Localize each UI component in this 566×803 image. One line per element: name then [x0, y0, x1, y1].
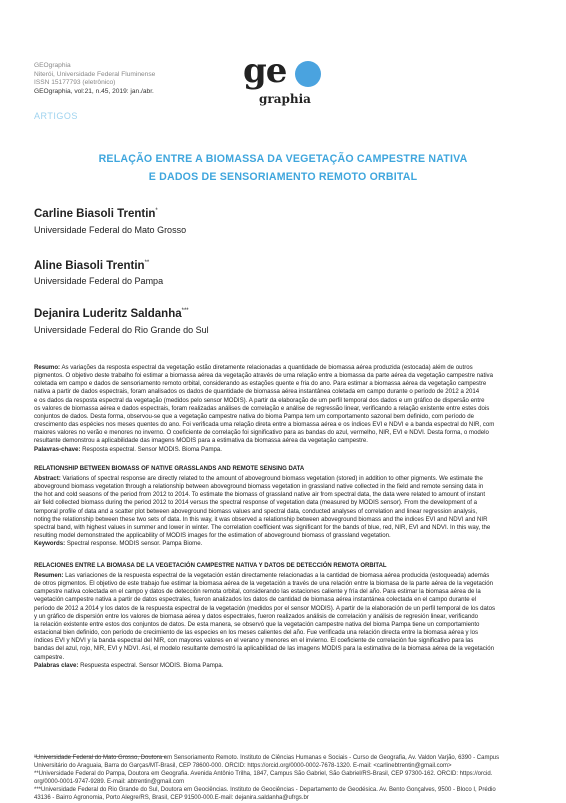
- abstract-line: aboveground biomass vegetation through a relationship between aboveground biomass vegetation in grassland native collected in the field and remote sensing data in: [34, 483, 484, 491]
- logo-dot: [295, 61, 321, 87]
- resumen-line: estacional bien definido, con período de crecimiento de las especies en los meses calientes del año. Fue verificada una relación directa entre la biomasa aérea y los: [34, 629, 479, 637]
- english-title: RELATIONSHIP BETWEEN BIOMASS OF NATIVE GRASSLANDS AND REMOTE SENSING DATA: [34, 466, 305, 472]
- footnote-line: 43136 - Bairro Agronomia, Porto Alegre/RS, Brasil, CEP 91500-000.E-mail: dejanira.saldanha@ufrgs.br: [34, 795, 309, 802]
- author-3: Dejanira Luderitz Saldanha***: [34, 308, 189, 320]
- resumo-line: e os dados da resposta espectral da vegetação (medidos pelo sensor MODIS). A partir da elaboração de um perfil temporal dos dados e um gráfico de dispersão entre: [34, 396, 485, 404]
- resumen-line: bandas del azul, rojo, NIR, EVI y NDVI. Así, el modelo resultante demostró la aplicabilidad de las imagens MODIS para la estimativa de la biomasa aérea de la vegetación: [34, 645, 494, 653]
- resumen-line: vegetación campestre nativa a partir de datos espectrales, fueron analizados los datos de cantidad de biomasa aérea instantánea colectada en el campo durante el: [34, 596, 477, 604]
- resumen-heading: Resumen:: [34, 572, 64, 579]
- author-2-affiliation: Universidade Federal do Pampa: [34, 276, 164, 286]
- resumen-line: campestre.: [34, 653, 65, 661]
- footnote-line: ***Universidade Federal do Rio Grande do Sul, Doutora em Geociências. Instituto de Geociências - Departamento de Geodésica. Av. Bento Gonçalves, 9500 - Bloco I, Prédio: [34, 787, 496, 794]
- footnote-line: **Universidade Federal do Pampa, Doutora em Geografia. Avenida Antônio Trilha, 1847, Campus São Gabriel, São Gabriel/RS-Brasil, CEP 97300-162. ORCID: https://orcid.: [34, 771, 493, 778]
- abstract-line: temporal profile of data and a scatter plot between aboveground biomass values and spectral data, conducted analyses of correlation and linear regression analysis,: [34, 507, 478, 515]
- resumo-line: maiores valores no verão e menores no inverno. O coeficiente de correlação foi significativo para as bandas do azul, vermelho, NIR, EVI e NDVI. Desta forma, o modelo: [34, 429, 489, 437]
- resumo-line: pigmentos. O objetivo deste trabalho foi estimar a biomassa aérea da vegetação através de uma relação entre a biomassa da parte aérea da vegetação campestre nativa: [34, 372, 493, 380]
- footnote-line: org/0000-0001-9747-9289. E-mail: abtrentin@gmail.com: [34, 779, 185, 786]
- footnote-line: Universitário do Araguaia, Barra do Garças/MT-Brasil, CEP 78600-000. ORCID: https://orcid.org/0000-0002-7678-1320. E-mail: <carlinebtrentin@gmail.com>: [34, 763, 452, 770]
- author-3-affiliation: Universidade Federal do Rio Grande do Sul: [34, 325, 209, 335]
- journal-publisher: Niterói, Universidade Federal Fluminense: [34, 70, 156, 78]
- geographia-logo: [243, 51, 333, 116]
- resumen-line: la relación existente entre estos dos conjuntos de datos. De esta manera, se observó que la vegetación campestre nativa del bioma Pampa tiene un comportamiento: [34, 620, 480, 628]
- journal-info: [34, 62, 155, 96]
- spanish-title: RELACIONES ENTRE LA BIOMASA DE LA VEGETACIÓN CAMPESTRE NATIVA Y DATOS DE DETECCIÓN REMOTA ORBITAL: [34, 563, 387, 569]
- logo-word: ge: [243, 51, 287, 91]
- resumo-block: [34, 364, 534, 454]
- resumo-line: coletada em campo e dados de sensoriamento remoto orbital, considerando as estações quente e fria do ano. Para estimar a biomassa aérea da vegetação campestre: [34, 380, 487, 388]
- resumen-block: [34, 572, 534, 670]
- resumo-line: os valores de biomassa aérea e dados espectrais, foram realizadas análises de correlação e análise de regressão linear, verificando a relação existente entre estes dois: [34, 404, 490, 412]
- journal-volume: GEOgraphia, vol:21, n.45, 2019: jan./abr.: [34, 87, 154, 95]
- resumen-line: período de 2012 a 2014 y los datos de la respuesta espectral de la vegetación (medidos por el sensor MODIS). A partir de la elaboración de un perfil temporal de los datos: [34, 604, 496, 612]
- resumo-line: resultante demonstrou a aplicabilidade das imagens MODIS para a estimativa da biomassa aérea da vegetação campestre.: [34, 437, 368, 445]
- resumen-line: Resumen: Las variaciones de la respuesta espectral de la vegetación están directamente relacionadas a la cantidad de biomasa aérea producida (estoqueada) además: [34, 572, 490, 579]
- abstract-heading: Abstract:: [34, 475, 61, 482]
- resumen-line: índices EVI y NDVI y la banda espectral del NIR, con mayores valores en el verano y menores en el invierno. El coeficiente de correlación fue significativo para las: [34, 637, 474, 645]
- author-1-affiliation: Universidade Federal do Mato Grosso: [34, 225, 187, 235]
- resumo-line: Resumo: As variações da resposta espectral da vegetação estão diretamente relacionadas a quantidade de biomassa aérea produzida (estocada) além de outros: [34, 364, 473, 371]
- journal-issn: ISSN 15177793 (eletrônico): [34, 79, 116, 87]
- abstract-line: resulting model demonstrated the applicability of MODIS images for the estimation of aboveground biomass of grassland vegetation.: [34, 532, 391, 540]
- article-title: [34, 150, 532, 186]
- author-2: Aline Biasoli Trentin**: [34, 260, 150, 272]
- resumen-line: de otros pigmentos. El objetivo de este trabajo fue estimar la biomasa aérea de la vegetación a través de una relación entre la biomasa de la parte aérea de la vegetación: [34, 580, 494, 588]
- title-line-1: RELAÇÃO ENTRE A BIOMASSA DA VEGETAÇÃO CAMPESTRE NATIVA: [98, 153, 468, 165]
- abstract-block: [34, 475, 534, 548]
- abstract-line: noting the relationship between these two sets of data. In this way, it was observed a relationship between aboveground biomass and the indices EVI and NDVI and NIR: [34, 515, 488, 523]
- resumo-keywords: Palavras-chave: Resposta espectral. Sensor MODIS. Bioma Pampa.: [34, 445, 223, 453]
- resumo-line: conjuntos de dados. Desta forma, observou-se que a vegetação campestre nativa do bioma Pampa tem um comportamento sazonal bem definido, com período de: [34, 412, 475, 420]
- resumo-line: crescimento das espécies nos meses quentes do ano. Foi verificada uma relação direta entre a biomassa aérea e os índices EVI e NDVI e a banda espectral do NIR, com: [34, 421, 495, 429]
- title-line-2: E DADOS DE SENSORIAMENTO REMOTO ORBITAL: [148, 171, 418, 183]
- resumo-heading: Resumo:: [34, 364, 61, 371]
- resumen-line: y un gráfico de dispersión entre los valores de biomasa aérea y datos espectrales, fueron realizados análisis de correlación y análisis de regresión linear, verificando: [34, 612, 479, 620]
- author-1: Carline Biasoli Trentin*: [34, 208, 158, 220]
- resumen-keywords: Palabras clave: Respuesta espectral. Sensor MODIS. Bioma Pampa.: [34, 661, 224, 669]
- abstract-keywords: Keywords: Spectral response. MODIS sensor. Pampa Biome.: [34, 540, 203, 548]
- footnote-line: ¹Universidade Federal do Mato Grosso, Doutora em Sensoriamento Remoto. Instituto de Ciências Humanas e Sociais - Curso de Geografia, Av. Valdon Varjão, 6390 - Campus: [34, 755, 500, 761]
- abstract-line: Abstract: Variations of spectral response are directly related to the amount of aboveground biomass vegetation (stored) in addition to other pigments. We estimate the: [34, 475, 483, 482]
- resumen-line: campestre nativa colectada en el campo y datos de detección remota orbital, considerando las estaciones caliente y fría del año. Para estimar la biomasa aérea de la: [34, 588, 481, 596]
- journal-name: GEOgraphia: [34, 62, 71, 69]
- resumo-line: nativa a partir de dados espectrais, foram analisados os dados de quantidade de biomassa aérea instantânea coletada em campo durante o período de 2012 a 2014: [34, 388, 480, 396]
- abstract-line: spectral band, with highest values in summer and lower in winter. The correlation coefficient was significant for the bands of blue, red, NIR, EVI and NDVI. In this way, the: [34, 523, 491, 531]
- logo-subword: graphia: [259, 92, 311, 106]
- abstract-line: the hot and cold seasons of the period from 2012 to 2014. To estimate the biomass of grassland native air from spectral data, the data were related to amount of instant: [34, 491, 486, 499]
- footnotes: [34, 754, 534, 803]
- section-label: ARTIGOS: [34, 111, 78, 121]
- abstract-line: air field collected biomass during the period 2012 to 2014 versus the spectral response of vegetation data (measured by MODIS sensor). From the development of a: [34, 499, 478, 507]
